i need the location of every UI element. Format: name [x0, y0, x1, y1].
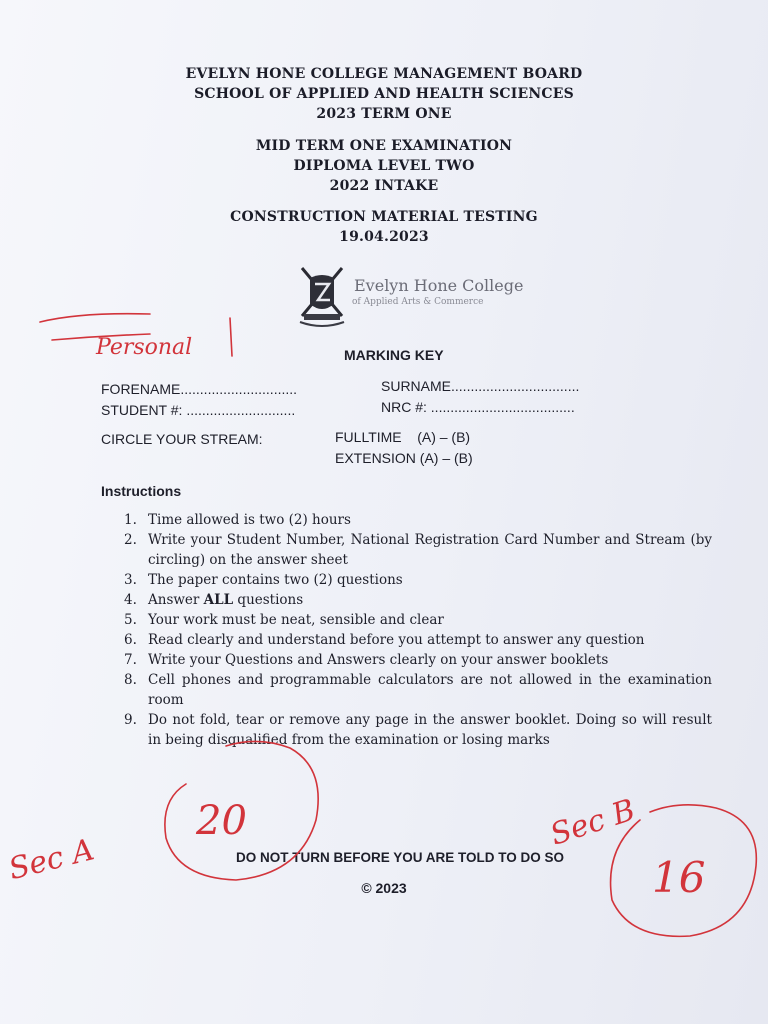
term-heading: 2023 TERM ONE: [316, 106, 452, 122]
exam-heading: MID TERM ONE EXAMINATION: [255, 138, 513, 154]
personal-text: Personal: [96, 335, 193, 360]
logo-college-name: Evelyn Hone College: [354, 276, 524, 295]
sec-b-label: Sec B: [546, 792, 640, 853]
personal-annotation: [40, 314, 232, 360]
date-heading: 19.04.2023: [339, 229, 429, 245]
student-number-field: STUDENT #: ............................: [101, 402, 296, 418]
instruction-item: 2. Write your Student Number, National Registration Card Number and Stream (by circling) on the answer sheet: [124, 532, 712, 568]
level-heading: DIPLOMA LEVEL TWO: [293, 158, 475, 174]
stream-fulltime: FULLTIME (A) – (B): [335, 429, 471, 445]
board-heading: EVELYN HONE COLLEGE MANAGEMENT BOARD: [185, 66, 583, 82]
school-heading: SCHOOL OF APPLIED AND HEALTH SCIENCES: [194, 86, 574, 102]
instruction-item: 6. Read clearly and understand before you attempt to answer any question: [124, 632, 645, 648]
marking-key-label: MARKING KEY: [344, 347, 444, 363]
instruction-item: 5. Your work must be neat, sensible and clear: [124, 612, 444, 628]
logo-subtitle: of Applied Arts & Commerce: [352, 297, 484, 307]
instruction-item: 1. Time allowed is two (2) hours: [124, 512, 351, 528]
intake-heading: 2022 INTAKE: [329, 178, 439, 194]
sec-a-score-value: 20: [196, 798, 247, 844]
surname-field: SURNAME.................................: [381, 378, 580, 394]
sec-a-label: Sec A: [5, 832, 98, 888]
copyright-notice: © 2023: [361, 880, 407, 896]
stream-label: CIRCLE YOUR STREAM:: [101, 431, 263, 447]
instruction-item: 8. Cell phones and programmable calculators are not allowed in the examination room: [124, 672, 712, 708]
instruction-item: 7. Write your Questions and Answers clearly on your answer booklets: [124, 652, 609, 668]
emphasis-all: ALL: [203, 592, 234, 608]
instructions-title: Instructions: [101, 483, 182, 499]
sec-b-score-value: 16: [652, 853, 706, 902]
course-heading: CONSTRUCTION MATERIAL TESTING: [230, 209, 538, 225]
section-a-score: [5, 741, 318, 887]
instruction-item: 4. Answer ALL questions: [124, 592, 304, 608]
nrc-field: NRC #: .....................................: [381, 399, 575, 415]
stream-extension: EXTENSION (A) – (B): [335, 450, 473, 466]
instruction-item: 3. The paper contains two (2) questions: [124, 572, 403, 588]
instruction-item: 9. Do not fold, tear or remove any page in the answer booklet. Doing so will result in being disqualified from the examination or losing marks: [124, 712, 712, 748]
forename-field: FORENAME..............................: [101, 381, 298, 397]
warning-notice: DO NOT TURN BEFORE YOU ARE TOLD TO DO SO: [235, 850, 565, 865]
section-b-score: [546, 793, 756, 937]
